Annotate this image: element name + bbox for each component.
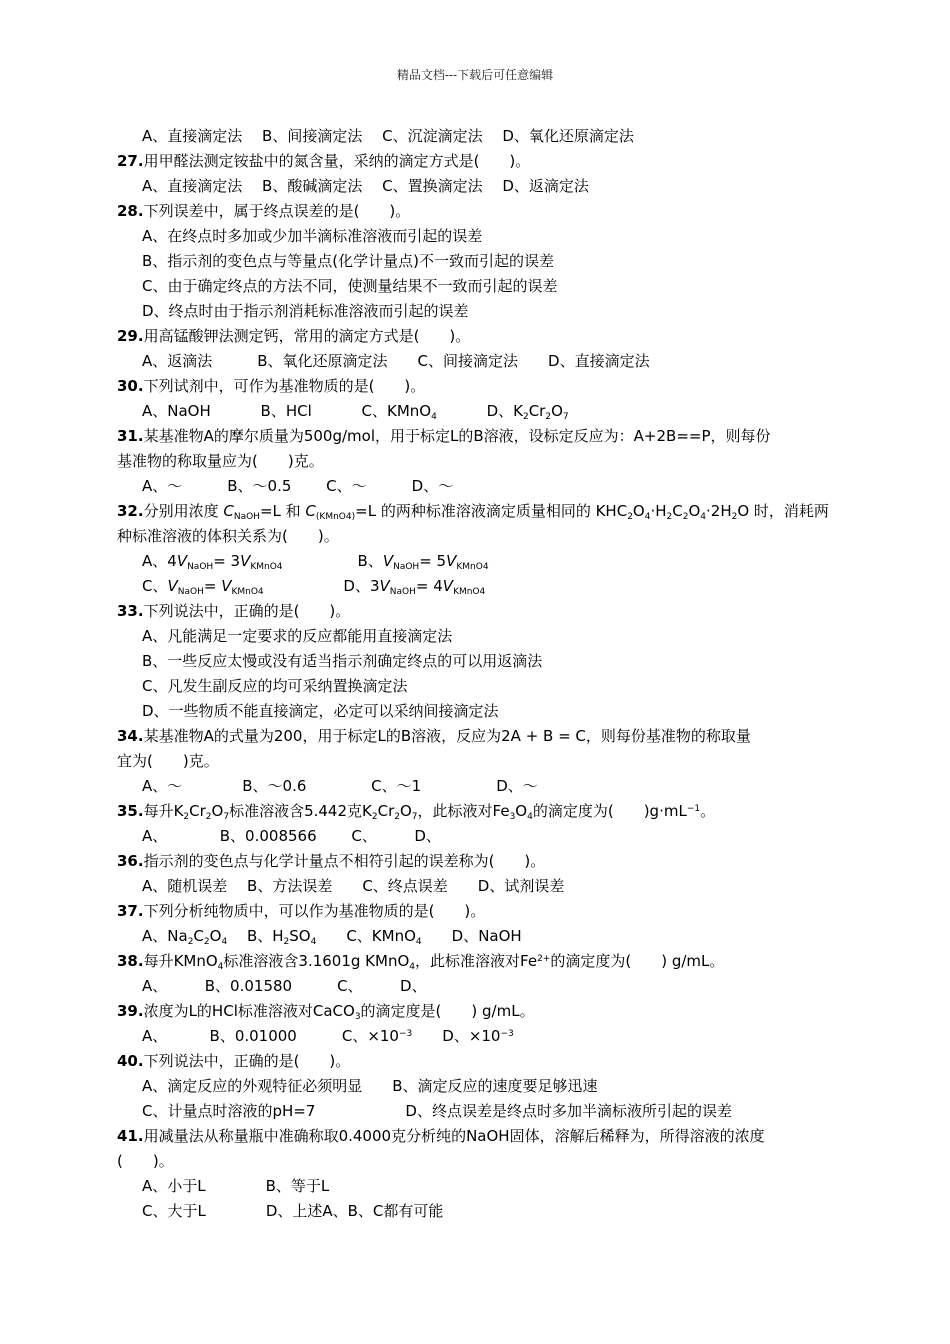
question-number: 30. [117, 377, 144, 395]
line-text: 下列误差中，属于终点误差的是( )。 [143, 202, 411, 220]
question-line [117, 149, 837, 174]
options-line [117, 1174, 837, 1199]
options-line [117, 174, 837, 199]
line-text: 用减量法从称量瓶中准确称取0.4000克分析纯的NaOH固体，溶解后稀释为，所得溶液的浓度 [143, 1127, 765, 1145]
question-number: 31. [117, 427, 144, 445]
question-line [117, 899, 837, 924]
options-line [117, 874, 837, 899]
question-number: 29. [117, 327, 144, 345]
options-line [117, 549, 837, 574]
options-line [117, 124, 837, 149]
line-text: A、$4V_{NaOH}= 3V_{KMnO4}$ B、$V_{NaOH}= 5V_{KMnO4}$ [142, 552, 489, 572]
line-text: A、$Na_2C_2O_4$ B、$H_2SO_4$ C、KMnO$_4$ D、NaOH [142, 927, 522, 947]
question-number: 34. [117, 727, 144, 745]
line-text: 下列分析纯物质中，可以作为基准物质的是( )。 [143, 902, 486, 920]
line-text: 下列说法中，正确的是( )。 [143, 1052, 351, 1070]
question-line [117, 1124, 837, 1149]
question-line [117, 499, 837, 524]
question-continuation [117, 524, 837, 549]
line-text: A、返滴法 B、氧化还原滴定法 C、间接滴定法 D、直接滴定法 [142, 352, 650, 370]
line-text: 分别用浓度 $C_{NaOH}=L$ 和 $C_{(KMnO4)}=L$ 的两种标准溶液滴定质量相同的 $KHC_2O_4\cdot H_2C_2O_4\cdot 2H_2O$ 时，消耗两 [143, 502, 829, 522]
line-text: A、 B、0.01000 C、$\times 10^{-3}$ D、$\times 10^{-3}$ [142, 1027, 514, 1045]
question-continuation [117, 449, 837, 474]
question-line [117, 949, 837, 974]
question-number: 41. [117, 1127, 144, 1145]
line-text: 种标准溶液的体积关系为( )。 [117, 527, 339, 545]
options-line [117, 474, 837, 499]
line-text: C、凡发生副反应的均可采纳置换滴定法 [142, 677, 408, 695]
question-number: 36. [117, 852, 144, 870]
question-continuation [117, 1149, 837, 1174]
options-line [117, 1024, 837, 1049]
question-line [117, 999, 837, 1024]
question-number: 27. [117, 152, 144, 170]
options-line [117, 249, 837, 274]
line-text: B、一些反应太慢或没有适当指示剂确定终点的可以用返滴法 [142, 652, 543, 670]
question-line [117, 324, 837, 349]
options-line [117, 349, 837, 374]
question-number: 32. [117, 502, 144, 520]
line-text: A、NaOH B、HCl C、KMnO$_4$ D、$K_2Cr_2O_7$ [142, 402, 569, 422]
options-line [117, 824, 837, 849]
page-header: 精品文档---下载后可任意编辑 [396, 68, 554, 82]
options-line [117, 974, 837, 999]
line-text: 每升$K_2Cr_2O_7$标准溶液含5.442克$K_2Cr_2O_7$，此标液对$Fe_3O_4$的滴定度为( )$g\cdot mL^{-1}$。 [143, 802, 716, 822]
line-text: 宜为( )克。 [117, 752, 219, 770]
line-text: D、终点时由于指示剂消耗标准溶液而引起的误差 [142, 302, 469, 320]
line-text: A、小于L B、等于L [142, 1177, 330, 1195]
line-text: D、一些物质不能直接滴定，必定可以采纳间接滴定法 [142, 702, 499, 720]
question-number: 35. [117, 802, 144, 820]
question-continuation [117, 749, 837, 774]
line-text: 指示剂的变色点与化学计量点不相符引起的误差称为( )。 [143, 852, 546, 870]
options-line [117, 699, 837, 724]
line-text: B、指示剂的变色点与等量点(化学计量点)不一致而引起的误差 [142, 252, 554, 270]
options-line [117, 674, 837, 699]
question-line [117, 1049, 837, 1074]
line-text: 用甲醛法测定铵盐中的氮含量，采纳的滴定方式是( )。 [143, 152, 531, 170]
options-line [117, 649, 837, 674]
options-line [117, 1074, 837, 1099]
line-text: A、滴定反应的外观特征必须明显 B、滴定反应的速度要足够迅速 [142, 1077, 598, 1095]
line-text: A、在终点时多加或少加半滴标准溶液而引起的误差 [142, 227, 483, 245]
line-text: C、计量点时溶液的pH=7 D、终点误差是终点时多加半滴标液所引起的误差 [142, 1102, 732, 1120]
line-text: C、由于确定终点的方法不同，使测量结果不一致而引起的误差 [142, 277, 558, 295]
options-line [117, 574, 837, 599]
options-line [117, 274, 837, 299]
question-line [117, 374, 837, 399]
question-number: 37. [117, 902, 144, 920]
line-text: A、～ B、～0.5 C、～ D、～ [142, 477, 454, 495]
line-text: 下列试剂中，可作为基准物质的是( )。 [143, 377, 426, 395]
line-text: C、$V_{NaOH}= V_{KMnO4}$ D、$3V_{NaOH}= 4V_{KMnO4}$ [142, 577, 486, 597]
line-text: A、～ B、～0.6 C、～1 D、～ [142, 777, 538, 795]
line-text: 用高锰酸钾法测定钙，常用的滴定方式是( )。 [143, 327, 471, 345]
question-line [117, 599, 837, 624]
options-line [117, 299, 837, 324]
question-line [117, 724, 837, 749]
line-text: 基准物的称取量应为( )克。 [117, 452, 324, 470]
options-line [117, 624, 837, 649]
line-text: 下列说法中，正确的是( )。 [143, 602, 351, 620]
question-line [117, 424, 837, 449]
line-text: A、直接滴定法 B、酸碱滴定法 C、置换滴定法 D、返滴定法 [142, 177, 589, 195]
line-text: A、 B、0.01580 C、 D、 [142, 977, 427, 995]
options-line [117, 774, 837, 799]
line-text: ( )。 [117, 1152, 174, 1170]
line-text: C、大于L D、上述A、B、C都有可能 [142, 1202, 444, 1220]
line-text: 每升KMnO$_4$标准溶液含3.1601g KMnO$_4$，此标准溶液对$Fe^{2+}$的滴定度为( ) g/mL。 [143, 952, 725, 972]
options-line [117, 1199, 837, 1224]
line-text: A、凡能满足一定要求的反应都能用直接滴定法 [142, 627, 453, 645]
question-number: 40. [117, 1052, 144, 1070]
question-line [117, 849, 837, 874]
question-number: 38. [117, 952, 144, 970]
question-number: 33. [117, 602, 144, 620]
options-line [117, 224, 837, 249]
question-list [117, 124, 837, 1224]
question-line [117, 799, 837, 824]
options-line [117, 924, 837, 949]
options-line [117, 399, 837, 424]
line-text: 浓度为L的HCl标准溶液对CaCO$_3$的滴定度是( ) g/mL。 [143, 1002, 535, 1022]
question-number: 39. [117, 1002, 144, 1020]
line-text: A、直接滴定法 B、间接滴定法 C、沉淀滴定法 D、氧化还原滴定法 [142, 127, 634, 145]
line-text: 某基准物A的式量为200，用于标定L的B溶液，反应为2A + B = C，则每份基准物的称取量 [143, 727, 751, 745]
options-line [117, 1099, 837, 1124]
line-text: A、随机误差 B、方法误差 C、终点误差 D、试剂误差 [142, 877, 565, 895]
line-text: A、 B、0.008566 C、 D、 [142, 827, 441, 845]
line-text: 某基准物A的摩尔质量为500g/mol，用于标定L的B溶液，设标定反应为：A+2B==P，则每份 [143, 427, 771, 445]
question-line [117, 199, 837, 224]
question-number: 28. [117, 202, 144, 220]
